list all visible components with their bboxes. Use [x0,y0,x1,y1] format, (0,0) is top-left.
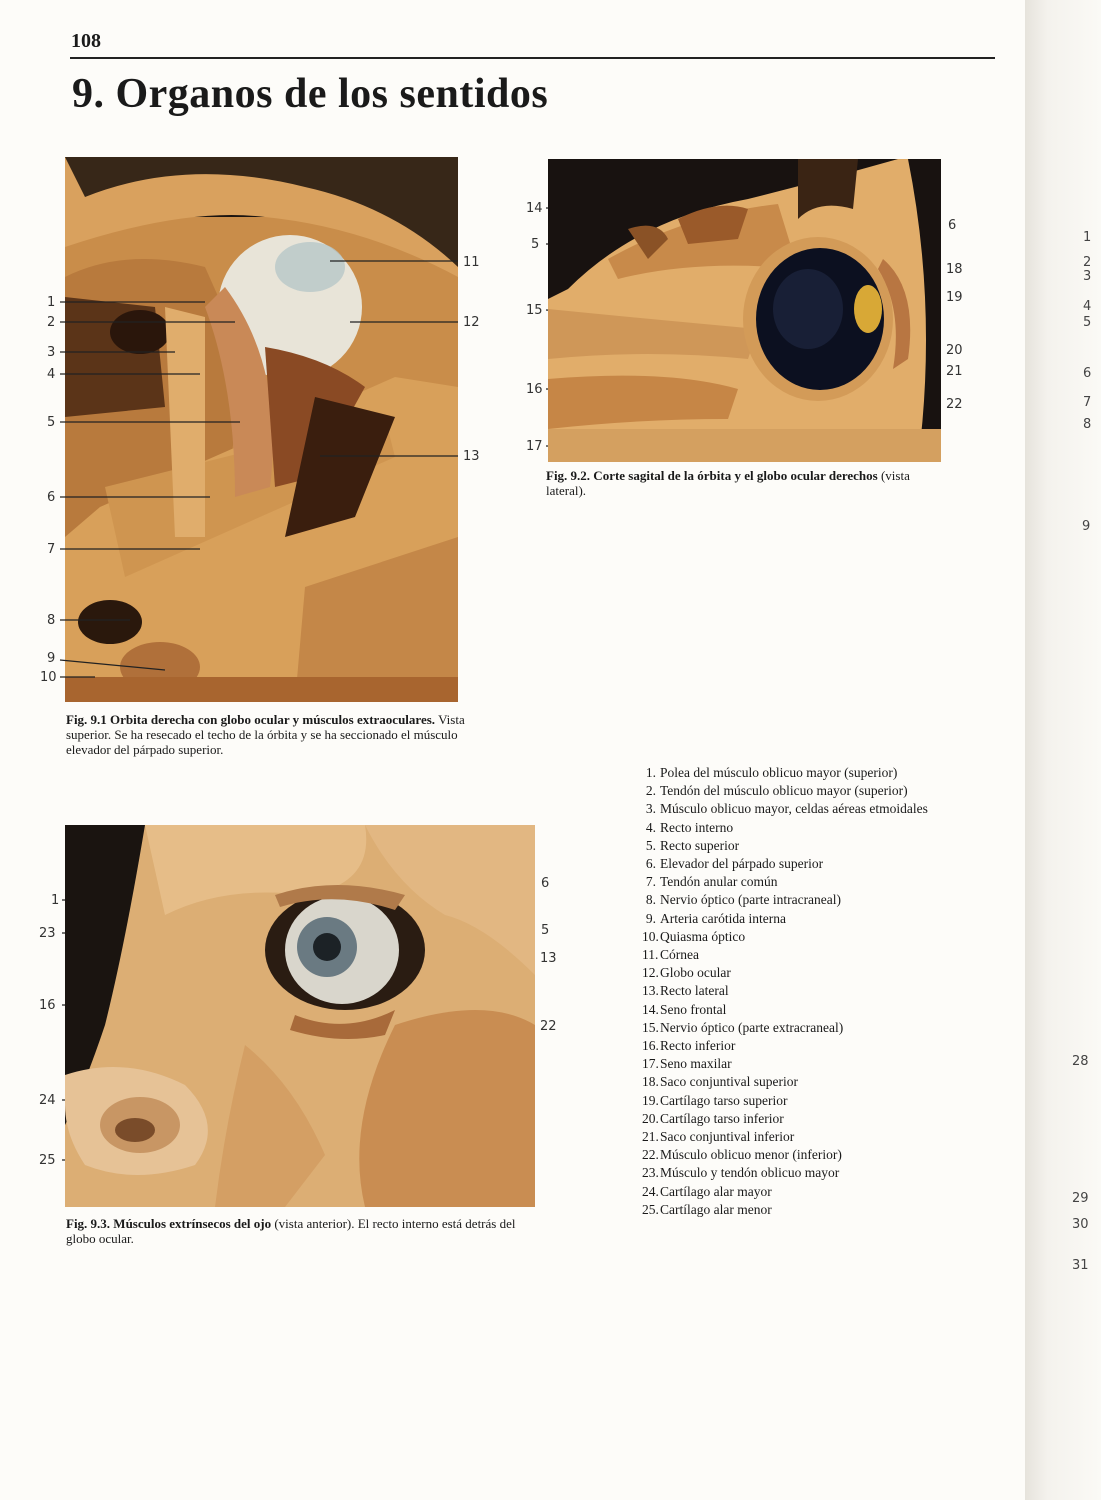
legend-item-number: 20. [642,1110,659,1126]
figure-9-2-label-5: 5 [531,237,540,252]
figure-9-3-label-16: 16 [39,998,56,1013]
legend-item-text: Músculo y tendón oblicuo mayor [660,1165,840,1181]
legend-item [642,819,928,837]
anatomy-legend-list [642,764,928,1219]
legend-item-number: 3. [645,801,656,817]
figure-9-3-label-5: 5 [541,923,550,938]
legend-item-number: 1. [645,765,656,780]
legend-item-number: 10. [642,928,659,944]
margin-number-5: 5 [1083,315,1092,330]
figure-9-1-label-4: 4 [47,367,56,382]
page-number: 108 [71,30,101,52]
legend-item-text: Saco conjuntival superior [660,1074,798,1090]
figure-9-3-label-22: 22 [540,1019,557,1034]
legend-item [642,1128,928,1146]
legend-item-number: 15. [642,1019,659,1035]
legend-item [642,873,928,891]
legend-item-number: 11. [642,947,659,963]
legend-item [642,782,928,800]
legend-item-text: Elevador del párpado superior [660,856,824,872]
figure-9-3-label-24: 24 [39,1093,56,1108]
figure-9-3-label-23: 23 [39,926,56,941]
legend-item-text: Músculo oblicuo menor (inferior) [660,1147,842,1163]
figure-9-2-photo [548,159,941,462]
figure-9-2-label-17: 17 [526,439,543,454]
legend-item-text: Cartílago tarso inferior [660,1110,784,1126]
margin-number-31: 31 [1072,1258,1089,1273]
legend-item [642,910,928,928]
legend-item-number: 23. [642,1165,659,1181]
legend-item-number: 7. [645,874,656,890]
figure-9-1-label-13: 13 [463,449,480,464]
legend-item-number: 16. [642,1038,659,1054]
figure-9-1-label-7: 7 [47,542,56,557]
figure-9-3-caption-text: (vista anterior). El recto interno está detrás del globo ocular. [66,1216,516,1246]
legend-item-text: Tendón del músculo oblicuo mayor (superior) [660,783,908,799]
figure-9-2-label-6: 6 [948,218,957,233]
legend-item-text: Globo ocular [660,965,731,981]
margin-number-9: 9 [1082,519,1091,534]
figure-9-2-label-21: 21 [946,364,963,379]
legend-item [642,1092,928,1110]
legend-item-number: 21. [642,1129,659,1145]
legend-item [642,964,928,982]
legend-item-number: 8. [645,892,656,908]
next-page-edge [1025,0,1101,1500]
figure-9-2-caption [546,468,936,498]
legend-item-number: 17. [642,1056,659,1072]
figure-9-2-label-18: 18 [946,262,963,277]
legend-item-number: 4. [645,819,656,835]
figure-9-2-caption-text: (vista lateral). [546,468,910,498]
legend-item-text: Cartílago alar mayor [660,1183,772,1199]
figure-9-3-label-6: 6 [541,876,550,891]
figure-9-1-label-8: 8 [47,613,56,628]
margin-number-6: 6 [1083,366,1092,381]
legend-item [642,1055,928,1073]
legend-item-text: Arteria carótida interna [660,910,786,926]
legend-item-number: 6. [645,856,656,872]
chapter-title: 9. Organos de los sentidos [72,71,549,117]
figure-9-3-caption-title: Fig. 9.3. Músculos extrínsecos del ojo [66,1216,272,1231]
legend-item-text: Córnea [660,947,699,963]
legend-item-number: 25. [642,1201,659,1217]
legend-item [642,1001,928,1019]
figure-9-1-label-3: 3 [47,345,56,360]
legend-item-number: 19. [642,1092,659,1108]
legend-item-text: Nervio óptico (parte intracraneal) [660,892,842,908]
legend-item-text: Recto inferior [660,1038,736,1054]
legend-item [642,1201,928,1219]
legend-item-number: 2. [645,783,656,799]
legend-item-number: 9. [645,910,656,926]
legend-item-text: Polea del músculo oblicuo mayor (superior) [660,765,898,780]
legend-item-text: Quiasma óptico [660,928,746,944]
legend-item [642,982,928,1000]
margin-number-30: 30 [1072,1217,1089,1232]
legend-item-text: Recto lateral [660,983,729,999]
figure-9-1-label-1: 1 [47,295,56,310]
legend-item [642,1037,928,1055]
figure-9-2-label-16: 16 [526,382,543,397]
legend-item [642,837,928,855]
figure-9-1-label-6: 6 [47,490,56,505]
legend-item [642,1073,928,1091]
figure-9-1-label-12: 12 [463,315,480,330]
figure-9-3-label-13: 13 [540,951,557,966]
figure-9-1-caption-text: Vista superior. Se ha resecado el techo de la órbita y se ha seccionado el músculo elevador del párpado superior. [66,712,465,757]
margin-number-4: 4 [1083,299,1092,314]
legend-item-number: 5. [645,837,656,853]
figure-9-1-label-5: 5 [47,415,56,430]
legend-item [642,891,928,909]
legend-item-text: Cartílago tarso superior [660,1092,788,1108]
legend-item-number: 24. [642,1183,659,1199]
legend-item [642,764,928,782]
figure-9-2-label-20: 20 [946,343,963,358]
figure-9-1-label-2: 2 [47,315,56,330]
legend-item [642,1019,928,1037]
legend-item-number: 12. [642,965,659,981]
margin-number-8: 8 [1083,417,1092,432]
figure-9-2-label-22: 22 [946,397,963,412]
figure-9-3-caption [66,1216,516,1246]
legend-item-number: 22. [642,1147,659,1163]
legend-item-text: Nervio óptico (parte extracraneal) [660,1019,844,1035]
margin-number-7: 7 [1083,395,1092,410]
legend-item-text: Seno frontal [660,1001,727,1017]
figure-9-3-label-1: 1 [51,893,60,908]
figure-9-1-caption-title: Fig. 9.1 Orbita derecha con globo ocular y músculos extraoculares. [66,712,436,727]
legend-item-text: Cartílago alar menor [660,1201,772,1217]
figure-9-2-label-19: 19 [946,290,963,305]
legend-item-text: Tendón anular común [660,874,778,890]
legend-item [642,855,928,873]
legend-item [642,946,928,964]
figure-9-2-caption-title: Fig. 9.2. Corte sagital de la órbita y el globo ocular derechos [546,468,878,483]
legend-item [642,1110,928,1128]
legend-item [642,1183,928,1201]
margin-number-2: 2 [1083,255,1092,270]
legend-item-text: Recto interno [660,819,734,835]
legend-item-number: 13. [642,983,659,999]
figure-9-3-photo [65,825,535,1207]
legend-item-text: Seno maxilar [660,1056,732,1072]
legend-item-number: 18. [642,1074,659,1090]
margin-number-28: 28 [1072,1054,1089,1069]
margin-number-1: 1 [1083,230,1092,245]
legend-item [642,928,928,946]
legend-item-text: Saco conjuntival inferior [660,1129,795,1145]
figure-9-2-label-14: 14 [526,201,543,216]
legend-item-number: 14. [642,1001,659,1017]
margin-number-29: 29 [1072,1191,1089,1206]
legend-item [642,1146,928,1164]
legend-item [642,800,928,818]
figure-9-1-label-9: 9 [47,651,56,666]
margin-number-3: 3 [1083,269,1092,284]
legend-item [642,1164,928,1182]
legend-item-text: Recto superior [660,837,740,853]
figure-9-2-label-15: 15 [526,303,543,318]
figure-9-1-label-10: 10 [40,670,57,685]
figure-9-1-caption [66,712,476,757]
figure-9-1-label-11: 11 [463,255,480,270]
figure-9-3-label-25: 25 [39,1153,56,1168]
legend-item-text: Músculo oblicuo mayor, celdas aéreas etmoidales [660,801,928,817]
